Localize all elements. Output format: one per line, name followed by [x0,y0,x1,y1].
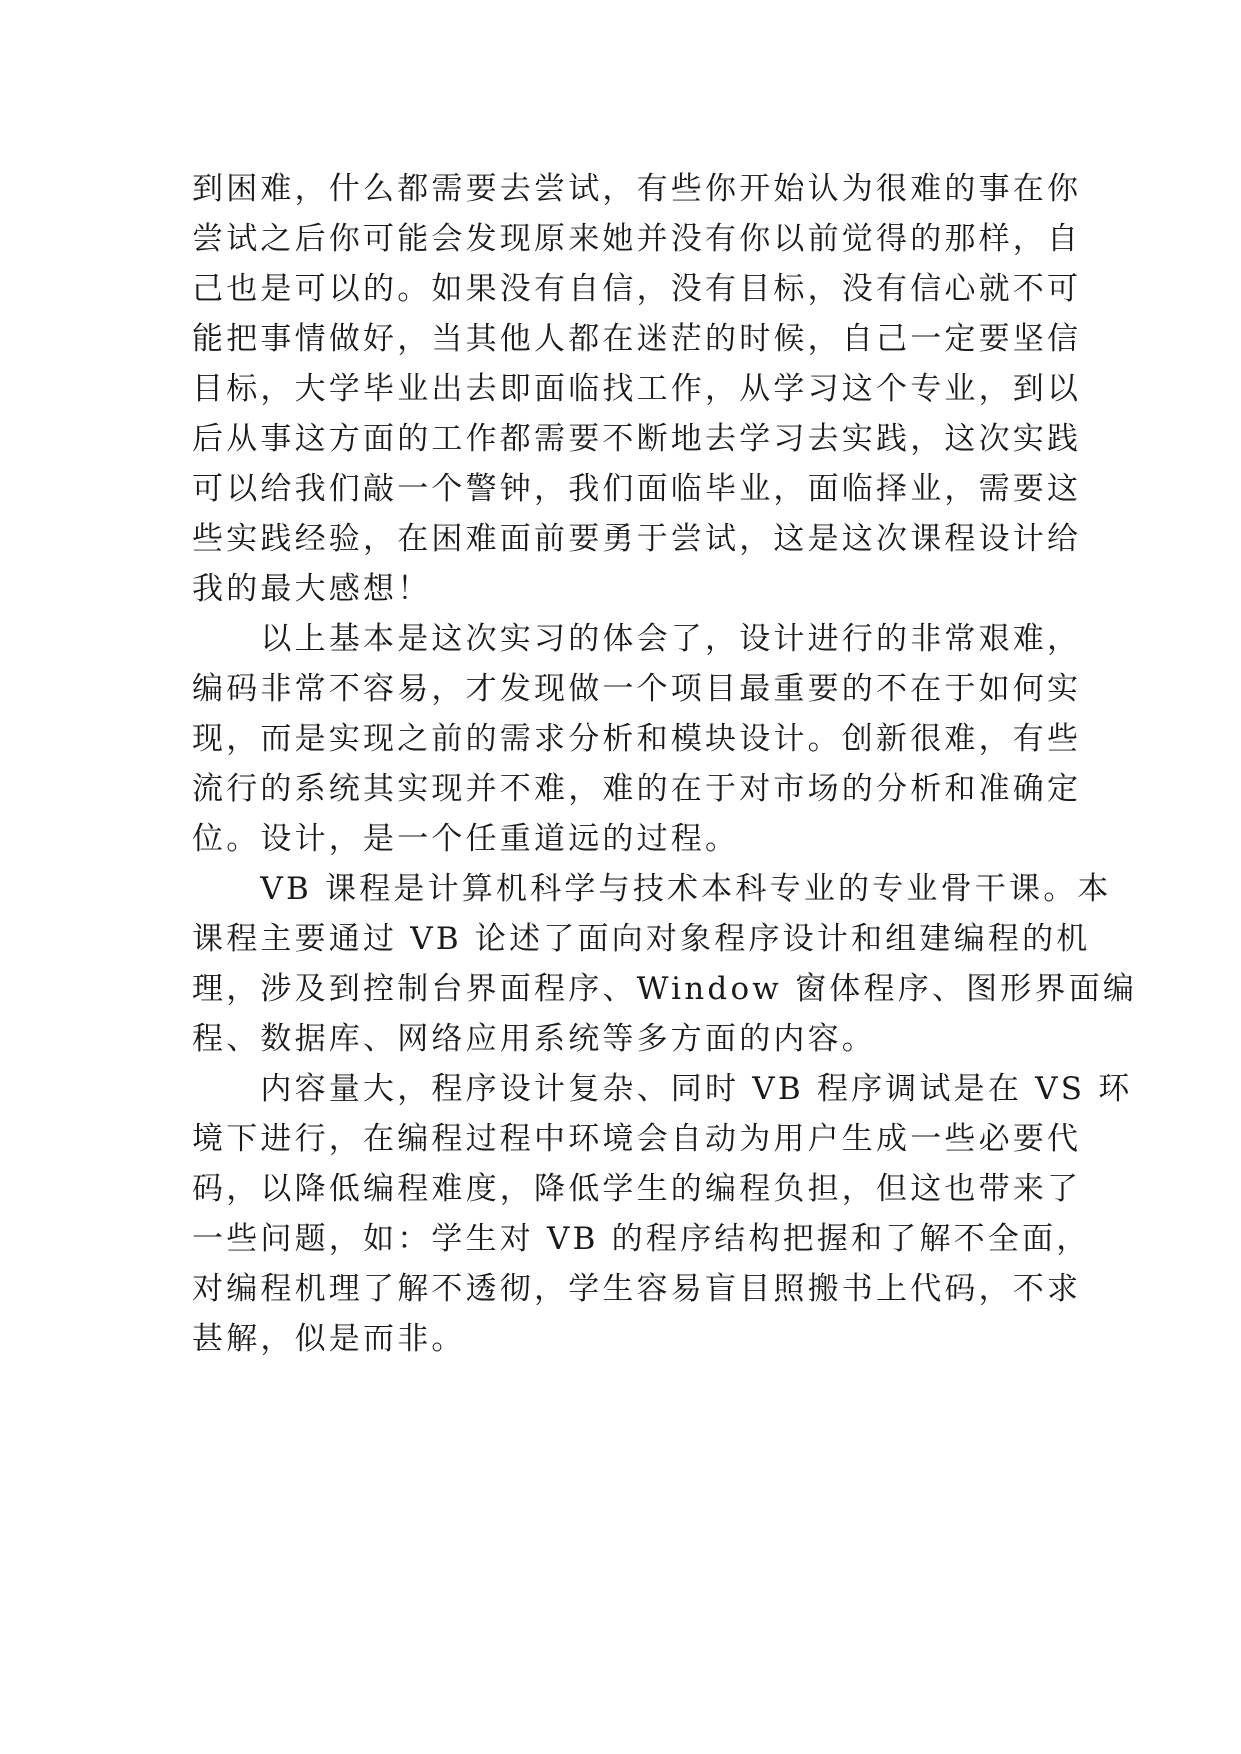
text-line: 尝试之后你可能会发现原来她并没有你以前觉得的那样，自 [192,221,1082,257]
paragraph-3 [192,864,1138,1064]
text-line: 后从事这方面的工作都需要不断地去学习去实践，这次实践 [192,421,1082,457]
document-body [192,164,1138,1364]
text-line: 编码非常不容易，才发现做一个项目最重要的不在于如何实 [192,671,1082,707]
text-line: 理，涉及到控制台界面程序、Window 窗体程序、图形界面编 [192,971,1138,1007]
text-line: 程、数据库、网络应用系统等多方面的内容。 [192,1021,876,1057]
text-line: VB 课程是计算机科学与技术本科专业的专业骨干课。本 [192,871,1112,907]
text-line: 对编程机理了解不透彻，学生容易盲目照搬书上代码，不求 [192,1271,1082,1307]
paragraph-2 [192,614,1082,864]
text-line: 可以给我们敲一个警钟，我们面临毕业，面临择业，需要这 [192,471,1082,507]
text-line: 能把事情做好，当其他人都在迷茫的时候，自己一定要坚信 [192,321,1082,357]
text-line: 些实践经验，在困难面前要勇于尝试，这是这次课程设计给 [192,521,1082,557]
text-line: 现，而是实现之前的需求分析和模块设计。创新很难，有些 [192,721,1082,757]
text-line: 流行的系统其实现并不难，难的在于对市场的分析和准确定 [192,771,1082,807]
text-line: 境下进行，在编程过程中环境会自动为用户生成一些必要代 [192,1121,1082,1157]
text-line: 甚解，似是而非。 [192,1321,466,1357]
text-line: 我的最大感想！ [192,571,432,607]
text-line: 课程主要通过 VB 论述了面向对象程序设计和组建编程的机 [192,921,1091,957]
text-line: 一些问题，如：学生对 VB 的程序结构把握和了解不全面， [192,1221,1091,1257]
text-line: 码，以降低编程难度，降低学生的编程负担，但这也带来了 [192,1171,1082,1207]
text-line: 位。设计，是一个任重道远的过程。 [192,821,740,857]
text-line: 以上基本是这次实习的体会了，设计进行的非常艰难， [192,621,1082,657]
paragraph-1 [192,164,1082,614]
text-line: 目标，大学毕业出去即面临找工作，从学习这个专业，到以 [192,371,1082,407]
text-line: 己也是可以的。如果没有自信，没有目标，没有信心就不可 [192,271,1082,307]
paragraph-4 [192,1064,1133,1364]
text-line: 到困难，什么都需要去尝试，有些你开始认为很难的事在你 [192,171,1082,207]
text-line: 内容量大，程序设计复杂、同时 VB 程序调试是在 VS 环 [192,1071,1133,1107]
